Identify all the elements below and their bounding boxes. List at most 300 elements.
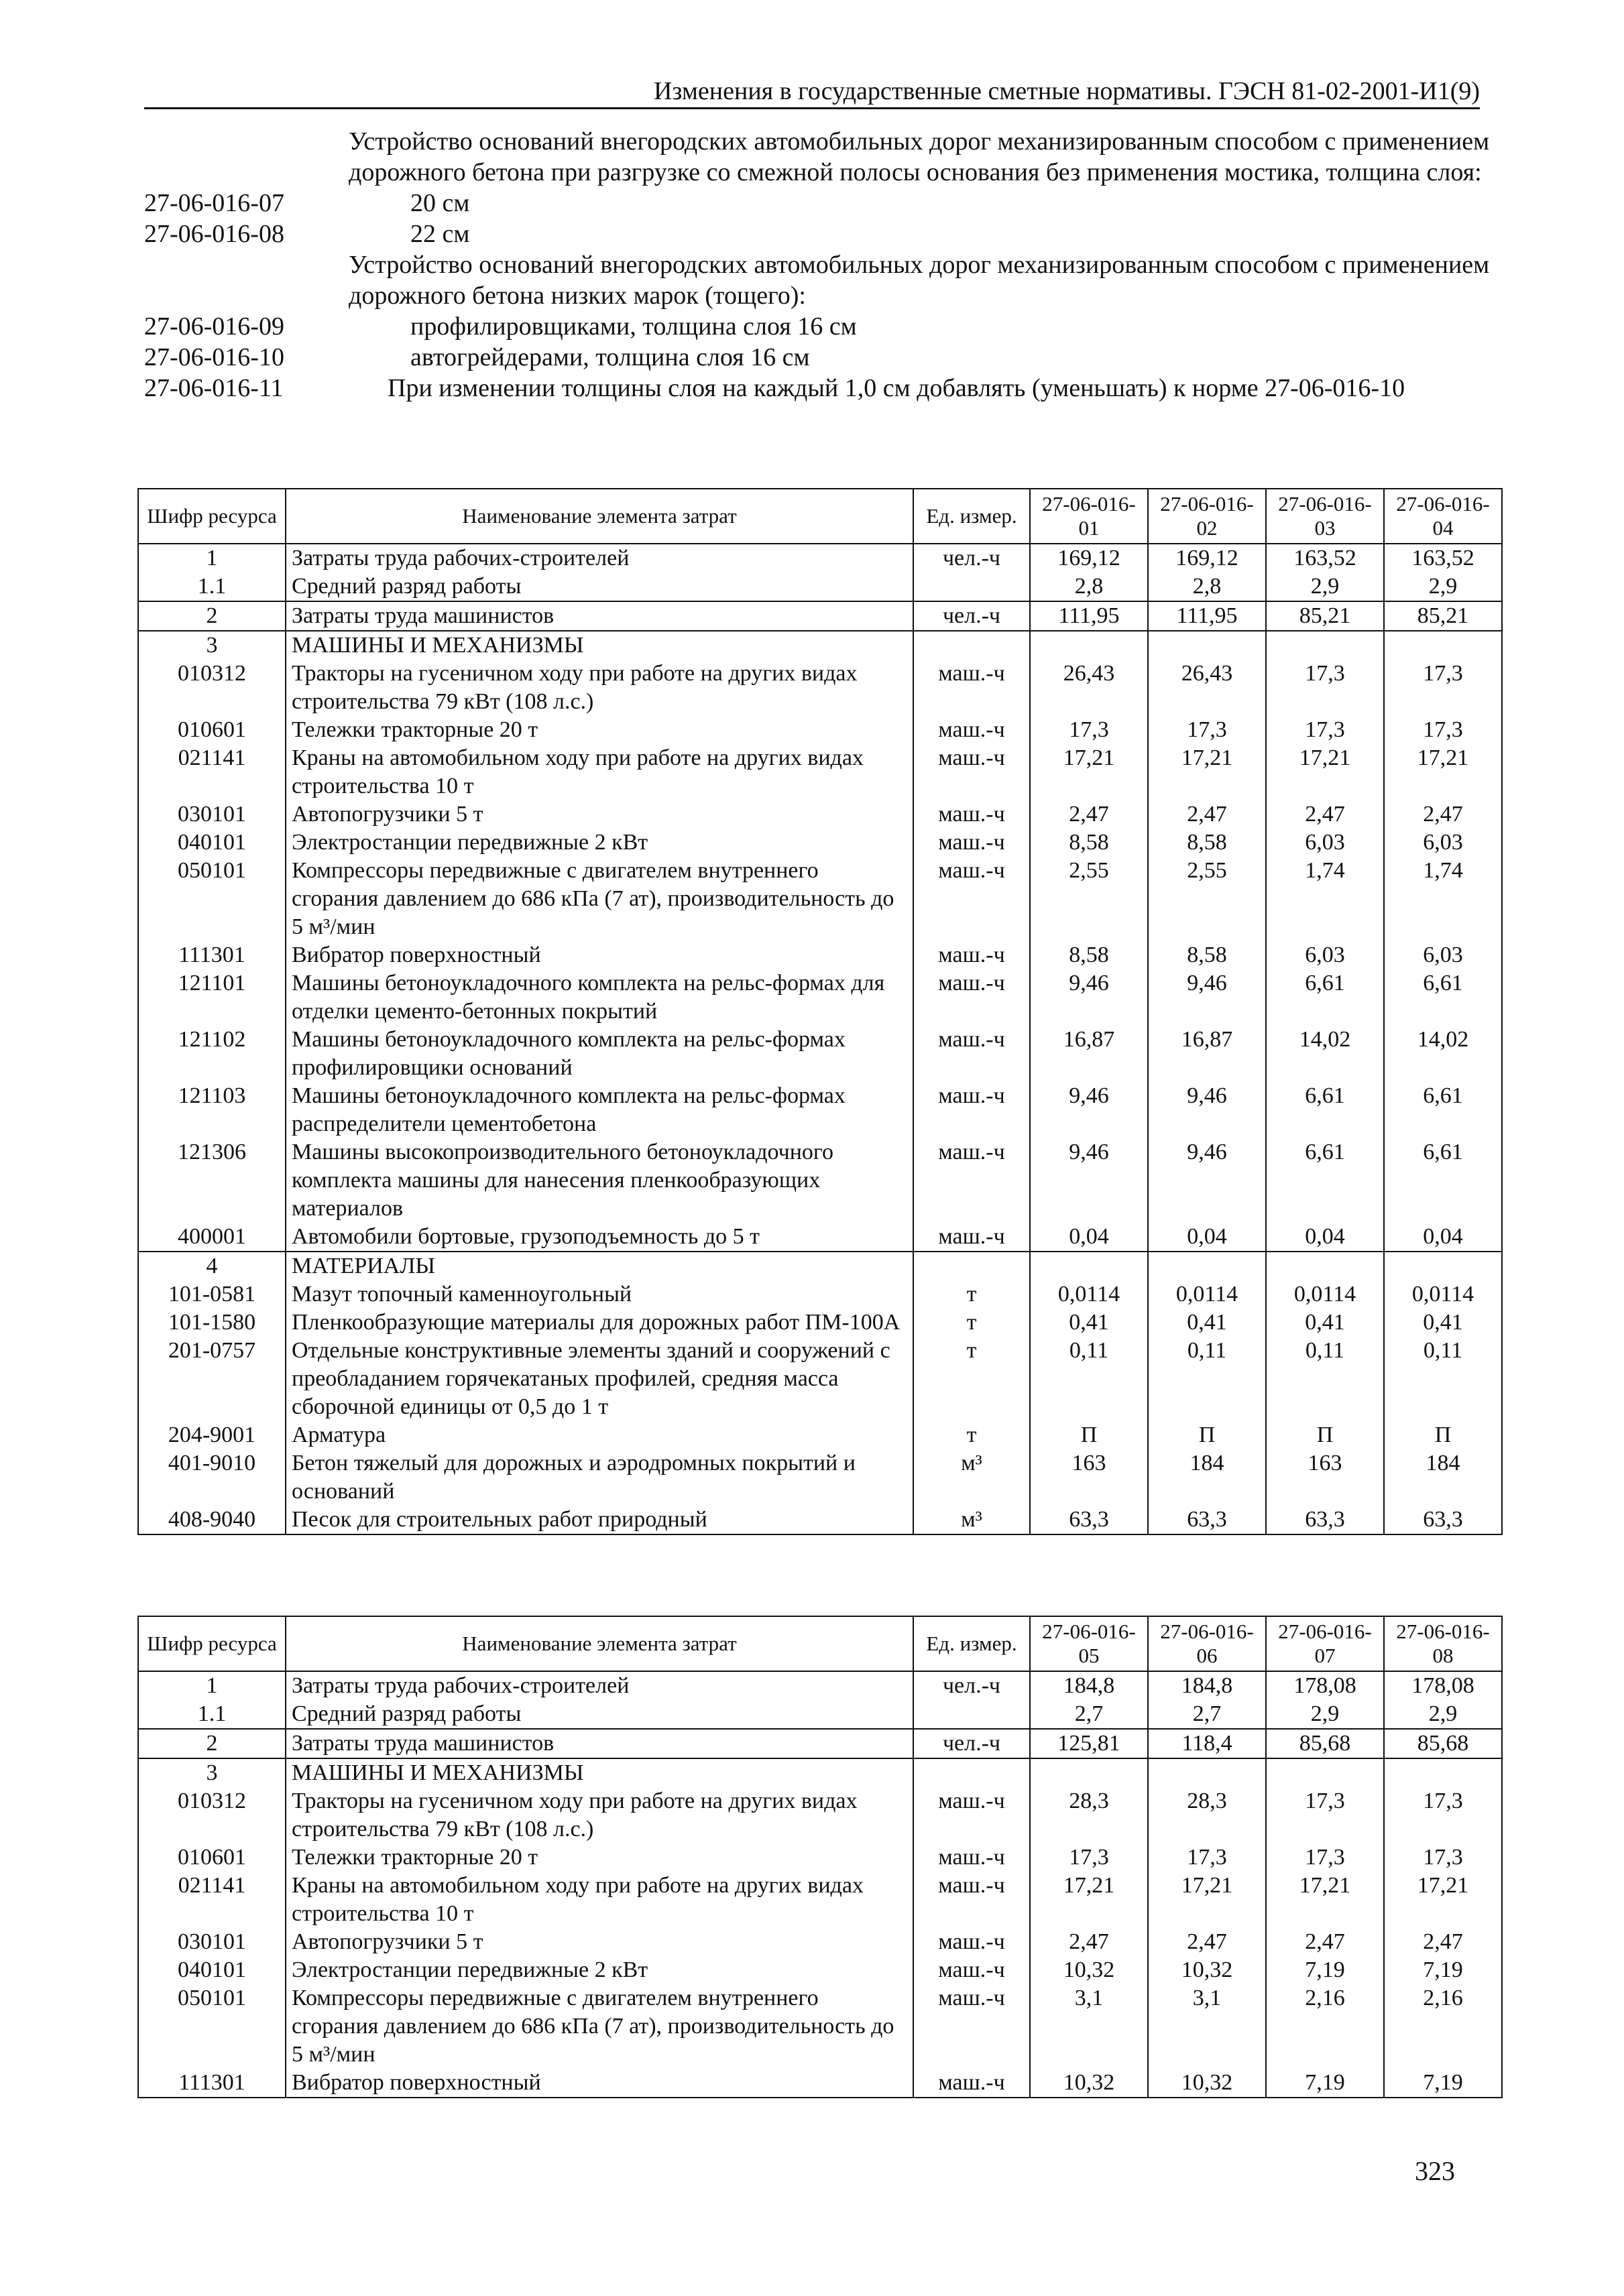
value-cell: 0,04 bbox=[1148, 1223, 1266, 1252]
page-number: 323 bbox=[1415, 2156, 1455, 2186]
table-row bbox=[138, 1421, 1502, 1449]
value-cell: 17,3 bbox=[1148, 1844, 1266, 1872]
value-cell: П bbox=[1384, 1421, 1502, 1449]
value-cell: 184 bbox=[1384, 1449, 1502, 1506]
value-cell bbox=[1030, 1252, 1148, 1280]
unit-cell: маш.-ч bbox=[913, 716, 1030, 744]
value-cell: 184,8 bbox=[1030, 1671, 1148, 1700]
value-cell bbox=[1030, 631, 1148, 660]
unit-cell: чел.-ч bbox=[913, 544, 1030, 572]
unit-cell: маш.-ч bbox=[913, 941, 1030, 969]
value-cell: 10,32 bbox=[1148, 2069, 1266, 2098]
value-cell: 7,19 bbox=[1266, 1956, 1384, 1984]
table-row bbox=[138, 601, 1502, 631]
table-header-row bbox=[138, 489, 1502, 544]
resource-name-cell: Краны на автомобильном ходу при работе на других видах строительства 10 т bbox=[286, 744, 913, 800]
value-cell: 6,03 bbox=[1266, 829, 1384, 857]
running-header: Изменения в государственные сметные нормативы. ГЭСН 81-02-2001-И1(9) bbox=[144, 75, 1480, 109]
value-cell: 169,12 bbox=[1030, 544, 1148, 572]
value-cell: 163 bbox=[1266, 1449, 1384, 1506]
value-cell: 7,19 bbox=[1384, 1956, 1502, 1984]
table-row bbox=[138, 2069, 1502, 2098]
unit-cell: чел.-ч bbox=[913, 1671, 1030, 1700]
resource-name-cell: Машины бетоноукладочного комплекта на рельс-формах распределители цементобетона bbox=[286, 1082, 913, 1138]
resource-name-cell: Компрессоры передвижные с двигателем внутреннего сгорания давлением до 686 кПа (7 ат), производительность до 5 м³/мин bbox=[286, 857, 913, 941]
value-cell: 17,21 bbox=[1384, 1872, 1502, 1928]
value-cell: 17,21 bbox=[1030, 744, 1148, 800]
value-cell: 9,46 bbox=[1030, 1082, 1148, 1138]
value-cell: 17,3 bbox=[1148, 716, 1266, 744]
resource-name-cell: Мазут топочный каменноугольный bbox=[286, 1280, 913, 1309]
value-cell: 2,9 bbox=[1266, 1700, 1384, 1729]
resource-name-cell: Средний разряд работы bbox=[286, 1700, 913, 1729]
value-cell: 10,32 bbox=[1030, 1956, 1148, 1984]
table-row bbox=[138, 800, 1502, 829]
resource-code-cell: 1 bbox=[138, 544, 286, 572]
table-row bbox=[138, 829, 1502, 857]
value-cell: 8,58 bbox=[1148, 829, 1266, 857]
resource-name-cell: Бетон тяжелый для дорожных и аэродромных покрытий и оснований bbox=[286, 1449, 913, 1506]
value-cell: 17,3 bbox=[1384, 1787, 1502, 1844]
value-cell: 2,47 bbox=[1148, 1928, 1266, 1956]
value-cell: П bbox=[1148, 1421, 1266, 1449]
table-row bbox=[138, 857, 1502, 941]
header-norm-col: 27-06-016-03 bbox=[1266, 489, 1384, 544]
value-cell: 17,21 bbox=[1148, 1872, 1266, 1928]
value-cell: 14,02 bbox=[1384, 1026, 1502, 1082]
value-cell: 2,55 bbox=[1030, 857, 1148, 941]
table-row bbox=[138, 1506, 1502, 1534]
value-cell: 6,61 bbox=[1266, 969, 1384, 1026]
resource-name-cell: Автопогрузчики 5 т bbox=[286, 1928, 913, 1956]
resource-code-cell: 121103 bbox=[138, 1082, 286, 1138]
resource-code-cell: 021141 bbox=[138, 1872, 286, 1928]
resource-code-cell: 1.1 bbox=[138, 1700, 286, 1729]
resource-name-cell: Средний разряд работы bbox=[286, 572, 913, 601]
value-cell: 2,47 bbox=[1266, 1928, 1384, 1956]
value-cell: 17,3 bbox=[1384, 660, 1502, 716]
resource-name-cell: Вибратор поверхностный bbox=[286, 941, 913, 969]
value-cell: 17,21 bbox=[1266, 744, 1384, 800]
resource-name-cell: Отдельные конструктивные элементы зданий и сооружений с преобладанием горячекатаных профилей, средняя масса сборочной единицы от 0,5 до 1 т bbox=[286, 1337, 913, 1421]
table-row bbox=[138, 1449, 1502, 1506]
value-cell: 7,19 bbox=[1266, 2069, 1384, 2098]
value-cell: 163 bbox=[1030, 1449, 1148, 1506]
value-cell: 1,74 bbox=[1266, 857, 1384, 941]
header-unit: Ед. измер. bbox=[913, 489, 1030, 544]
unit-cell: маш.-ч bbox=[913, 1872, 1030, 1928]
value-cell: 2,47 bbox=[1148, 800, 1266, 829]
value-cell: 16,87 bbox=[1148, 1026, 1266, 1082]
header-norm-col: 27-06-016-07 bbox=[1266, 1616, 1384, 1671]
unit-cell: маш.-ч bbox=[913, 829, 1030, 857]
value-cell: 9,46 bbox=[1148, 1138, 1266, 1223]
table-row bbox=[138, 1082, 1502, 1138]
value-cell: 17,3 bbox=[1266, 716, 1384, 744]
table-row bbox=[138, 1872, 1502, 1928]
value-cell: 85,21 bbox=[1384, 601, 1502, 631]
intro-paragraph-1: Устройство оснований внегородских автомобильных дорог механизированным способом с применением дорожного бетона при разгрузке со смежной полосы основания без применения мостика, толщина слоя: bbox=[349, 127, 1490, 186]
norm-line bbox=[144, 188, 1492, 219]
header-norm-col: 27-06-016-08 bbox=[1384, 1616, 1502, 1671]
norm-text: 22 см bbox=[410, 220, 470, 248]
table-row bbox=[138, 1956, 1502, 1984]
resource-code-cell: 030101 bbox=[138, 1928, 286, 1956]
resource-name-cell: МАТЕРИАЛЫ bbox=[286, 1252, 913, 1280]
resource-code-cell: 121306 bbox=[138, 1138, 286, 1223]
value-cell bbox=[1384, 1252, 1502, 1280]
resource-name-cell: Арматура bbox=[286, 1421, 913, 1449]
value-cell: 9,46 bbox=[1030, 969, 1148, 1026]
value-cell bbox=[1148, 1252, 1266, 1280]
value-cell: 10,32 bbox=[1148, 1956, 1266, 1984]
norm-text: 20 см bbox=[410, 189, 470, 217]
norm-text: автогрейдерами, толщина слоя 16 см bbox=[410, 343, 810, 371]
unit-cell bbox=[913, 1252, 1030, 1280]
resource-name-cell: Электростанции передвижные 2 кВт bbox=[286, 829, 913, 857]
table-row bbox=[138, 1700, 1502, 1729]
value-cell: 63,3 bbox=[1148, 1506, 1266, 1534]
value-cell: 0,41 bbox=[1266, 1309, 1384, 1337]
unit-cell: маш.-ч bbox=[913, 1984, 1030, 2069]
resource-code-cell: 010312 bbox=[138, 1787, 286, 1844]
value-cell: 85,21 bbox=[1266, 601, 1384, 631]
resource-name-cell: Машины бетоноукладочного комплекта на рельс-формах профилировщики оснований bbox=[286, 1026, 913, 1082]
resource-code-cell: 400001 bbox=[138, 1223, 286, 1252]
value-cell: 0,11 bbox=[1030, 1337, 1148, 1421]
value-cell bbox=[1384, 631, 1502, 660]
value-cell: 6,03 bbox=[1384, 829, 1502, 857]
value-cell: 6,03 bbox=[1266, 941, 1384, 969]
resource-code-cell: 1.1 bbox=[138, 572, 286, 601]
value-cell: 163,52 bbox=[1266, 544, 1384, 572]
table-body bbox=[138, 544, 1502, 1534]
unit-cell: маш.-ч bbox=[913, 1844, 1030, 1872]
unit-cell: маш.-ч bbox=[913, 744, 1030, 800]
resource-code-cell: 4 bbox=[138, 1252, 286, 1280]
value-cell bbox=[1266, 631, 1384, 660]
resource-code-cell: 2 bbox=[138, 1729, 286, 1758]
resource-code-cell: 111301 bbox=[138, 2069, 286, 2098]
table-row bbox=[138, 1844, 1502, 1872]
value-cell bbox=[1148, 1758, 1266, 1787]
table-row bbox=[138, 572, 1502, 601]
resource-name-cell: Затраты труда машинистов bbox=[286, 1729, 913, 1758]
value-cell: 6,61 bbox=[1266, 1082, 1384, 1138]
resource-name-cell: Тракторы на гусеничном ходу при работе на других видах строительства 79 кВт (108 л.с.) bbox=[286, 1787, 913, 1844]
value-cell: 6,61 bbox=[1266, 1138, 1384, 1223]
value-cell: 2,55 bbox=[1148, 857, 1266, 941]
unit-cell: маш.-ч bbox=[913, 969, 1030, 1026]
unit-cell: т bbox=[913, 1337, 1030, 1421]
value-cell: 17,3 bbox=[1266, 660, 1384, 716]
resource-name-cell: Затраты труда машинистов bbox=[286, 601, 913, 631]
header-code: Шифр ресурса bbox=[138, 1616, 286, 1671]
norm-line bbox=[144, 342, 1492, 373]
resource-code-cell: 121101 bbox=[138, 969, 286, 1026]
value-cell: 28,3 bbox=[1030, 1787, 1148, 1844]
value-cell: 178,08 bbox=[1384, 1671, 1502, 1700]
value-cell: 2,8 bbox=[1030, 572, 1148, 601]
table-row bbox=[138, 1984, 1502, 2069]
unit-cell bbox=[913, 631, 1030, 660]
resource-code-cell: 401-9010 bbox=[138, 1449, 286, 1506]
resource-code-cell: 101-0581 bbox=[138, 1280, 286, 1309]
resource-code-cell: 1 bbox=[138, 1671, 286, 1700]
value-cell: 3,1 bbox=[1030, 1984, 1148, 2069]
value-cell: 17,21 bbox=[1384, 744, 1502, 800]
resource-code-cell: 408-9040 bbox=[138, 1506, 286, 1534]
resource-name-cell: Компрессоры передвижные с двигателем внутреннего сгорания давлением до 686 кПа (7 ат), производительность до 5 м³/мин bbox=[286, 1984, 913, 2069]
value-cell: 169,12 bbox=[1148, 544, 1266, 572]
table-row bbox=[138, 1309, 1502, 1337]
value-cell: 2,9 bbox=[1384, 1700, 1502, 1729]
unit-cell: маш.-ч bbox=[913, 1082, 1030, 1138]
value-cell: 63,3 bbox=[1030, 1506, 1148, 1534]
unit-cell: маш.-ч bbox=[913, 1026, 1030, 1082]
table-row bbox=[138, 1337, 1502, 1421]
table-row bbox=[138, 1928, 1502, 1956]
unit-cell: маш.-ч bbox=[913, 660, 1030, 716]
resource-table-2 bbox=[137, 1616, 1503, 2098]
norm-code: 27-06-016-09 bbox=[144, 312, 284, 341]
resource-code-cell: 050101 bbox=[138, 857, 286, 941]
table-row bbox=[138, 1758, 1502, 1787]
value-cell: 8,58 bbox=[1148, 941, 1266, 969]
table-row bbox=[138, 631, 1502, 660]
value-cell: 9,46 bbox=[1030, 1138, 1148, 1223]
header-name: Наименование элемента затрат bbox=[286, 1616, 913, 1671]
value-cell: 0,0114 bbox=[1148, 1280, 1266, 1309]
value-cell: 2,7 bbox=[1030, 1700, 1148, 1729]
intro-paragraph-2: Устройство оснований внегородских автомобильных дорог механизированным способом с применением дорожного бетона низких марок (тощего): bbox=[349, 251, 1490, 310]
unit-cell: маш.-ч bbox=[913, 1928, 1030, 1956]
value-cell: 2,9 bbox=[1384, 572, 1502, 601]
resource-name-cell: МАШИНЫ И МЕХАНИЗМЫ bbox=[286, 1758, 913, 1787]
resource-name-cell: Пленкообразующие материалы для дорожных работ ПМ-100А bbox=[286, 1309, 913, 1337]
resource-code-cell: 121102 bbox=[138, 1026, 286, 1082]
table-row bbox=[138, 1223, 1502, 1252]
resource-code-cell: 201-0757 bbox=[138, 1337, 286, 1421]
table-row bbox=[138, 716, 1502, 744]
value-cell: 2,47 bbox=[1030, 800, 1148, 829]
resource-name-cell: МАШИНЫ И МЕХАНИЗМЫ bbox=[286, 631, 913, 660]
value-cell: 163,52 bbox=[1384, 544, 1502, 572]
norm-line bbox=[144, 219, 1492, 249]
resource-code-cell: 030101 bbox=[138, 800, 286, 829]
resource-name-cell: Вибратор поверхностный bbox=[286, 2069, 913, 2098]
resource-name-cell: Песок для строительных работ природный bbox=[286, 1506, 913, 1534]
header-norm-col: 27-06-016-06 bbox=[1148, 1616, 1266, 1671]
header-name: Наименование элемента затрат bbox=[286, 489, 913, 544]
unit-cell: т bbox=[913, 1421, 1030, 1449]
unit-cell: т bbox=[913, 1309, 1030, 1337]
norm-code: 27-06-016-11 bbox=[144, 374, 284, 402]
resource-name-cell: Затраты труда рабочих-строителей bbox=[286, 1671, 913, 1700]
norm-line bbox=[144, 373, 1492, 404]
resource-table-1 bbox=[137, 488, 1503, 1535]
unit-cell: м³ bbox=[913, 1506, 1030, 1534]
unit-cell: чел.-ч bbox=[913, 1729, 1030, 1758]
value-cell: 0,0114 bbox=[1030, 1280, 1148, 1309]
resource-name-cell: Электростанции передвижные 2 кВт bbox=[286, 1956, 913, 1984]
resource-name-cell: Автомобили бортовые, грузоподъемность до 5 т bbox=[286, 1223, 913, 1252]
value-cell: П bbox=[1266, 1421, 1384, 1449]
value-cell: 8,58 bbox=[1030, 941, 1148, 969]
resource-code-cell: 204-9001 bbox=[138, 1421, 286, 1449]
value-cell: 111,95 bbox=[1148, 601, 1266, 631]
value-cell: 0,41 bbox=[1384, 1309, 1502, 1337]
table-row bbox=[138, 1026, 1502, 1082]
table-row bbox=[138, 969, 1502, 1026]
table-row bbox=[138, 1280, 1502, 1309]
value-cell: 2,16 bbox=[1384, 1984, 1502, 2069]
unit-cell: маш.-ч bbox=[913, 1787, 1030, 1844]
resource-name-cell: Затраты труда рабочих-строителей bbox=[286, 544, 913, 572]
value-cell: 111,95 bbox=[1030, 601, 1148, 631]
unit-cell: м³ bbox=[913, 1449, 1030, 1506]
header-norm-col: 27-06-016-02 bbox=[1148, 489, 1266, 544]
unit-cell: маш.-ч bbox=[913, 857, 1030, 941]
header-norm-col: 27-06-016-01 bbox=[1030, 489, 1148, 544]
header-code: Шифр ресурса bbox=[138, 489, 286, 544]
value-cell: 17,3 bbox=[1030, 1844, 1148, 1872]
resource-code-cell: 2 bbox=[138, 601, 286, 631]
value-cell: 26,43 bbox=[1030, 660, 1148, 716]
table-row bbox=[138, 660, 1502, 716]
table-body bbox=[138, 1671, 1502, 2098]
table-row bbox=[138, 1252, 1502, 1280]
header-norm-col: 27-06-016-05 bbox=[1030, 1616, 1148, 1671]
value-cell: 0,41 bbox=[1148, 1309, 1266, 1337]
resource-code-cell: 111301 bbox=[138, 941, 286, 969]
value-cell: 17,3 bbox=[1030, 716, 1148, 744]
value-cell: 3,1 bbox=[1148, 1984, 1266, 2069]
value-cell: 17,3 bbox=[1266, 1787, 1384, 1844]
value-cell: 2,47 bbox=[1030, 1928, 1148, 1956]
unit-cell bbox=[913, 572, 1030, 601]
resource-name-cell: Краны на автомобильном ходу при работе на других видах строительства 10 т bbox=[286, 1872, 913, 1928]
unit-cell: маш.-ч bbox=[913, 800, 1030, 829]
value-cell: 17,21 bbox=[1148, 744, 1266, 800]
unit-cell: т bbox=[913, 1280, 1030, 1309]
unit-cell bbox=[913, 1758, 1030, 1787]
resource-code-cell: 3 bbox=[138, 631, 286, 660]
header-norm-col: 27-06-016-04 bbox=[1384, 489, 1502, 544]
value-cell: П bbox=[1030, 1421, 1148, 1449]
value-cell: 118,4 bbox=[1148, 1729, 1266, 1758]
value-cell: 16,87 bbox=[1030, 1026, 1148, 1082]
norm-code: 27-06-016-07 bbox=[144, 189, 284, 217]
value-cell: 6,61 bbox=[1384, 1138, 1502, 1223]
table-row bbox=[138, 941, 1502, 969]
value-cell: 2,8 bbox=[1148, 572, 1266, 601]
resource-code-cell: 040101 bbox=[138, 1956, 286, 1984]
norm-text: профилировщиками, толщина слоя 16 см bbox=[410, 312, 857, 341]
value-cell: 8,58 bbox=[1030, 829, 1148, 857]
value-cell: 2,7 bbox=[1148, 1700, 1266, 1729]
resource-name-cell: Автопогрузчики 5 т bbox=[286, 800, 913, 829]
value-cell bbox=[1384, 1758, 1502, 1787]
unit-cell: маш.-ч bbox=[913, 1138, 1030, 1223]
value-cell: 63,3 bbox=[1384, 1506, 1502, 1534]
unit-cell bbox=[913, 1700, 1030, 1729]
resource-code-cell: 101-1580 bbox=[138, 1309, 286, 1337]
resource-name-cell: Тележки тракторные 20 т bbox=[286, 1844, 913, 1872]
table-row bbox=[138, 744, 1502, 800]
table-header-row bbox=[138, 1616, 1502, 1671]
value-cell: 1,74 bbox=[1384, 857, 1502, 941]
resource-code-cell: 3 bbox=[138, 1758, 286, 1787]
table-row bbox=[138, 1787, 1502, 1844]
resource-name-cell: Машины высокопроизводительного бетоноукладочного комплекта машины для нанесения пленкообразующих материалов bbox=[286, 1138, 913, 1223]
resource-name-cell: Тележки тракторные 20 т bbox=[286, 716, 913, 744]
value-cell bbox=[1030, 1758, 1148, 1787]
unit-cell: маш.-ч bbox=[913, 1956, 1030, 1984]
value-cell: 2,9 bbox=[1266, 572, 1384, 601]
value-cell: 17,21 bbox=[1266, 1872, 1384, 1928]
value-cell: 17,21 bbox=[1030, 1872, 1148, 1928]
value-cell: 184 bbox=[1148, 1449, 1266, 1506]
value-cell: 0,11 bbox=[1148, 1337, 1266, 1421]
value-cell: 6,61 bbox=[1384, 969, 1502, 1026]
value-cell: 0,41 bbox=[1030, 1309, 1148, 1337]
value-cell bbox=[1266, 1758, 1384, 1787]
value-cell: 2,47 bbox=[1384, 800, 1502, 829]
value-cell: 6,61 bbox=[1384, 1082, 1502, 1138]
value-cell: 0,11 bbox=[1266, 1337, 1384, 1421]
value-cell: 26,43 bbox=[1148, 660, 1266, 716]
resource-code-cell: 010312 bbox=[138, 660, 286, 716]
value-cell: 0,11 bbox=[1384, 1337, 1502, 1421]
header-unit: Ед. измер. bbox=[913, 1616, 1030, 1671]
value-cell: 17,3 bbox=[1266, 1844, 1384, 1872]
value-cell: 178,08 bbox=[1266, 1671, 1384, 1700]
value-cell: 0,0114 bbox=[1266, 1280, 1384, 1309]
value-cell: 125,81 bbox=[1030, 1729, 1148, 1758]
norm-code: 27-06-016-08 bbox=[144, 220, 284, 248]
norm-text: При изменении толщины слоя на каждый 1,0 см добавлять (уменьшать) к норме 27-06-016-10 bbox=[388, 374, 1405, 402]
norm-code: 27-06-016-10 bbox=[144, 343, 284, 371]
value-cell bbox=[1148, 631, 1266, 660]
resource-code-cell: 021141 bbox=[138, 744, 286, 800]
section-intro bbox=[144, 126, 1492, 404]
value-cell: 184,8 bbox=[1148, 1671, 1266, 1700]
table-row bbox=[138, 1138, 1502, 1223]
value-cell: 0,04 bbox=[1030, 1223, 1148, 1252]
value-cell: 28,3 bbox=[1148, 1787, 1266, 1844]
value-cell: 2,16 bbox=[1266, 1984, 1384, 2069]
value-cell bbox=[1266, 1252, 1384, 1280]
value-cell: 9,46 bbox=[1148, 1082, 1266, 1138]
resource-code-cell: 040101 bbox=[138, 829, 286, 857]
value-cell: 85,68 bbox=[1266, 1729, 1384, 1758]
value-cell: 2,47 bbox=[1384, 1928, 1502, 1956]
value-cell: 0,0114 bbox=[1384, 1280, 1502, 1309]
value-cell: 9,46 bbox=[1148, 969, 1266, 1026]
norm-line bbox=[144, 311, 1492, 342]
value-cell: 6,03 bbox=[1384, 941, 1502, 969]
value-cell: 0,04 bbox=[1384, 1223, 1502, 1252]
resource-name-cell: Машины бетоноукладочного комплекта на рельс-формах для отделки цементо-бетонных покрытий bbox=[286, 969, 913, 1026]
unit-cell: чел.-ч bbox=[913, 601, 1030, 631]
value-cell: 7,19 bbox=[1384, 2069, 1502, 2098]
value-cell: 17,3 bbox=[1384, 1844, 1502, 1872]
resource-code-cell: 010601 bbox=[138, 716, 286, 744]
table-row bbox=[138, 544, 1502, 572]
value-cell: 63,3 bbox=[1266, 1506, 1384, 1534]
table-row bbox=[138, 1729, 1502, 1758]
